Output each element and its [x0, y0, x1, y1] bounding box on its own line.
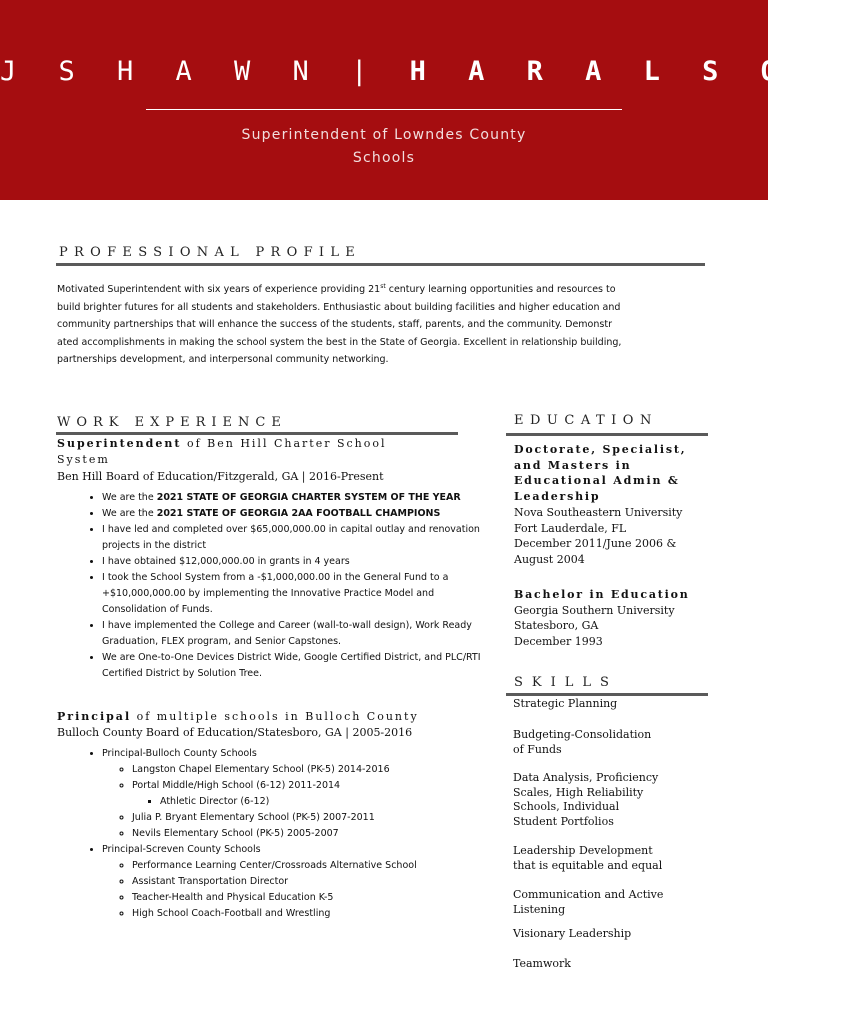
skill-item — [513, 927, 703, 942]
school-location: Statesboro, GA — [514, 619, 599, 633]
skill-line: Leadership Development — [513, 844, 653, 857]
skill-item — [513, 844, 703, 873]
bullet-highlight: 2021 STATE OF GEORGIA CHARTER SYSTEM OF THE YEAR — [156, 492, 461, 503]
profile-line: community partnerships that will enhance the success of the students, staff, parents, and the community. Demonstr — [57, 319, 612, 331]
skills-heading: SKILLS — [514, 675, 618, 690]
ordinal-suffix: st — [380, 283, 386, 290]
job-role: Superintendent — [57, 437, 182, 450]
job-org: Bulloch County Board of Education/Statesboro, GA | 2005-2016 — [57, 726, 413, 739]
list-item: ◦ Teacher-Health and Physical Education K-5 — [132, 890, 492, 906]
skill-line: Student Portfolios — [513, 814, 614, 828]
work-rule — [56, 432, 458, 435]
candidate-name — [0, 56, 848, 87]
skill-line: of Funds — [513, 742, 562, 756]
degree-dates: December 2011/June 2006 & — [514, 537, 677, 551]
job-bullets — [86, 746, 492, 922]
job-role-detail: of multiple schools in Bulloch County — [131, 710, 419, 723]
list-item — [102, 746, 492, 842]
bullet-highlight: 2021 STATE OF GEORGIA 2AA FOOTBALL CHAMPIONS — [156, 508, 441, 519]
list-item — [102, 490, 492, 506]
list-item: ◦ Assistant Transportation Director — [132, 874, 492, 890]
list-item: ▪ Athletic Director (6-12) — [160, 794, 492, 810]
skill-line: Strategic Planning — [513, 697, 618, 710]
job-title-superintendent — [57, 436, 457, 468]
list-item: ◦ High School Coach-Football and Wrestling — [132, 906, 492, 922]
last-name: H A R A L S O N — [409, 56, 848, 87]
list-item — [102, 506, 492, 522]
list-item — [102, 842, 492, 922]
list-item: • We are One-to-One Devices District Wide, Google Certified District, and PLC/RTI Certified District by Solution Tree. — [102, 650, 492, 682]
header-banner — [0, 0, 848, 200]
skill-item — [513, 697, 703, 712]
profile-line: partnerships development, and interpersonal community networking. — [57, 354, 389, 366]
skill-line: that is equitable and equal — [513, 858, 663, 872]
profile-line: ated accomplishments in making the school system the best in the State of Georgia. Excellent in relationship building, — [57, 336, 622, 348]
skill-line: Data Analysis, Proficiency — [513, 771, 659, 784]
job-role-detail-2: System — [57, 453, 110, 466]
list-item: ◦ Julia P. Bryant Elementary School (PK-5) 2007-2011 — [132, 810, 492, 826]
profile-text — [57, 278, 707, 369]
skill-line: Schools, Individual — [513, 800, 620, 813]
list-item: • I have implemented the College and Career (wall-to-wall design), Work Ready Graduation, FLEX program, and Senior Capstones. — [102, 618, 492, 650]
profile-rule — [56, 263, 705, 266]
skills-rule — [506, 693, 708, 696]
degree-doctorate — [514, 442, 714, 568]
school-location: Fort Lauderdale, FL — [514, 521, 627, 535]
skill-item — [513, 957, 703, 972]
skill-line: Communication and Active — [513, 888, 664, 901]
profile-line: build brighter futures for all students and stakeholders. Enthusiastic about building facilities and higher education and — [57, 301, 621, 313]
list-item-text: Portal Middle/High School (6-12) 2011-2014 — [132, 780, 341, 791]
degree-dates: December 1993 — [514, 635, 603, 649]
list-item: ◦ Performance Learning Center/Crossroads Alternative School — [132, 858, 492, 874]
skill-item — [513, 771, 703, 829]
group-label: Principal-Screven County Schools — [102, 844, 261, 855]
school-name: Georgia Southern University — [514, 603, 675, 617]
header-divider — [146, 109, 622, 110]
list-item: • I have obtained $12,000,000.00 in grants in 4 years — [102, 554, 492, 570]
job-subtitle — [150, 124, 618, 170]
work-heading: WORK EXPERIENCE — [57, 415, 287, 430]
name-separator: | — [351, 56, 381, 87]
skill-line: Teamwork — [513, 957, 571, 970]
list-item: • I have led and completed over $65,000,000.00 in capital outlay and renovation projects in the district — [102, 522, 492, 554]
skill-line: Scales, High Reliability — [513, 785, 644, 799]
profile-line — [57, 278, 707, 299]
subtitle-line-1: Superintendent of Lowndes County — [241, 127, 527, 143]
first-name: J S H A W N — [0, 56, 322, 87]
job-bullets — [86, 490, 492, 682]
job-org: Ben Hill Board of Education/Fitzgerald, GA | 2016-Present — [57, 470, 384, 483]
group-label: Principal-Bulloch County Schools — [102, 748, 257, 759]
skill-item — [513, 728, 703, 757]
job-title-principal — [57, 709, 457, 725]
degree-name: Leadership — [514, 490, 601, 504]
list-item: • I took the School System from a -$1,000,000.00 in the General Fund to a +$10,000,000.00 by implementing the Innovative Practice Model and Consolidation of Funds. — [102, 570, 492, 618]
bullet-text: We are the — [102, 508, 157, 519]
profile-heading: PROFESSIONAL PROFILE — [59, 245, 362, 260]
skill-line: Budgeting-Consolidation — [513, 728, 652, 741]
profile-line-1a: Motivated Superintendent with six years of experience providing 21 — [57, 284, 381, 296]
job-role-detail: of Ben Hill Charter School — [181, 437, 387, 450]
education-rule — [506, 433, 708, 436]
degree-name: Doctorate, Specialist, — [514, 443, 687, 456]
list-item: ◦ Langston Chapel Elementary School (PK-5) 2014-2016 — [132, 762, 492, 778]
school-name: Nova Southeastern University — [514, 505, 683, 519]
degree-bachelor — [514, 587, 714, 650]
profile-line-1b: century learning opportunities and resources to — [385, 284, 616, 296]
skill-line: Listening — [513, 902, 566, 916]
degree-name: Bachelor in Education — [514, 588, 690, 601]
degree-name: and Masters in — [514, 458, 632, 472]
job-role: Principal — [57, 710, 132, 723]
skill-line: Visionary Leadership — [513, 927, 632, 940]
degree-dates: August 2004 — [514, 552, 585, 566]
bullet-text: We are the — [102, 492, 157, 503]
skill-item — [513, 888, 703, 917]
list-item — [132, 778, 492, 810]
education-heading: EDUCATION — [514, 413, 658, 428]
list-item: ◦ Nevils Elementary School (PK-5) 2005-2007 — [132, 826, 492, 842]
degree-name: Educational Admin & — [514, 474, 680, 488]
subtitle-line-2: Schools — [352, 150, 416, 166]
